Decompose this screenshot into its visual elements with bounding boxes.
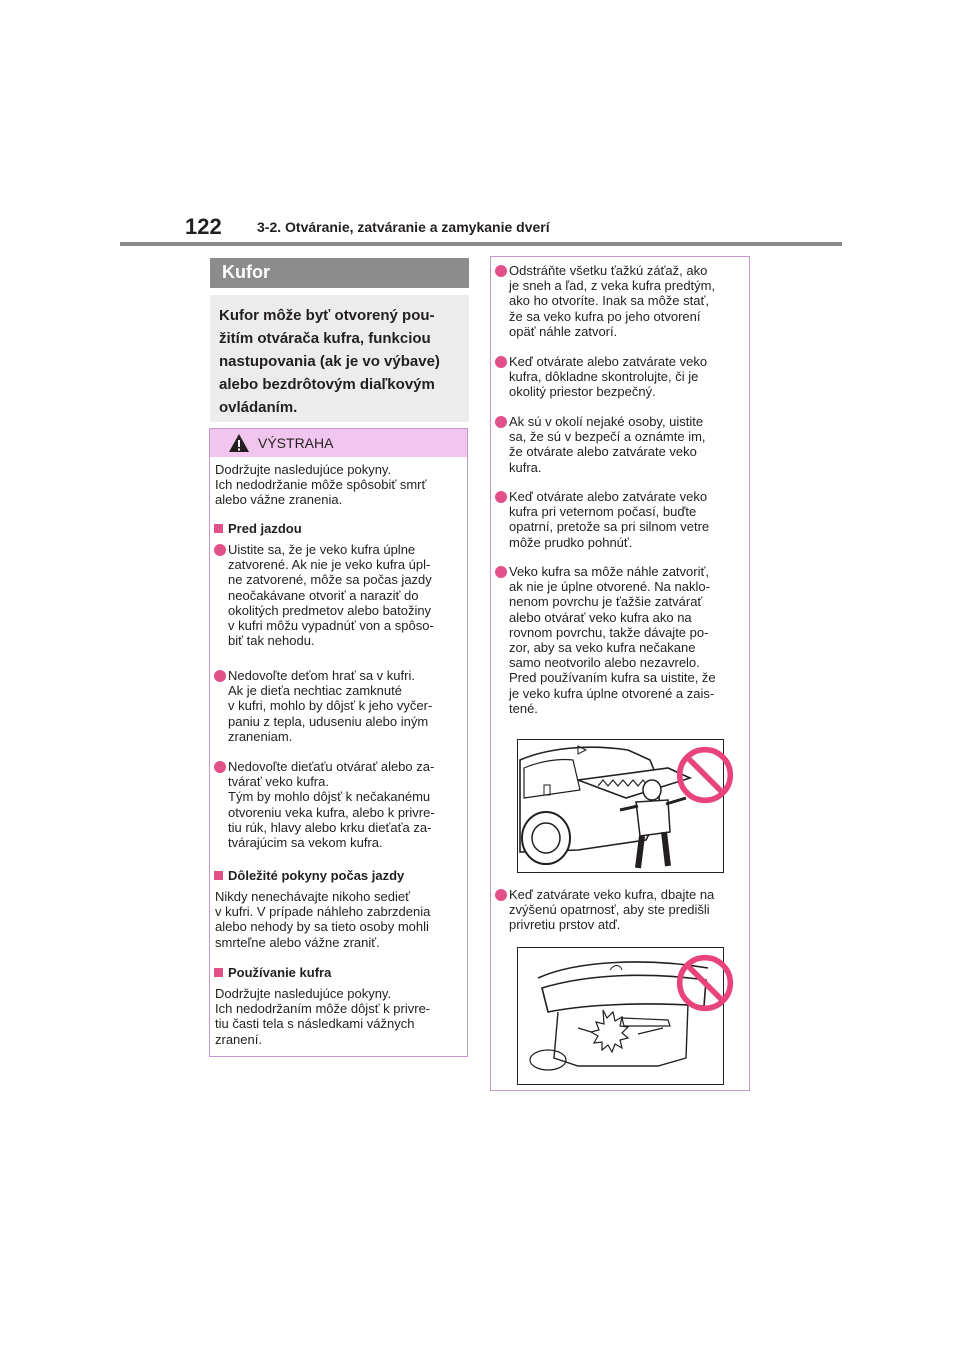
text-line: Ak sú v okolí nejaké osoby, uistite [509,414,704,429]
heading-label: Používanie kufra [228,965,332,980]
text-line: paniu z tepla, uduseniu alebo iným [228,713,429,729]
intro-line: žitím otvárača kufra, funkciou [219,330,431,347]
heading-label: Pred jazdou [228,521,302,536]
text-line: biť tak nehodu. [228,633,315,649]
bullet-text [228,542,434,648]
intro-line: ovládaním. [219,399,298,416]
warning-box [209,428,468,1057]
text-line: Ak je dieťa nechtiac zamknuté [228,683,402,699]
text-line: Tým by mohlo dôjsť k nečakanému [228,789,431,805]
intro-text [219,304,464,419]
bullet-dot-icon [495,491,507,503]
intro-line: alebo bezdrôtovým diaľkovým [219,376,435,393]
text-line: kufra. [509,459,542,475]
warning-triangle-icon [228,433,250,453]
text-line: alebo vážne zranenia. [215,492,343,508]
text-line: smrteľne alebo vážne zraniť. [215,934,380,950]
text-line: je veko kufra úplne otvorené a zais- [509,685,715,701]
text-line: ako ho otvoríte. Inak sa môže stať, [509,293,709,309]
text-line: tiu rúk, hlavy alebo krku dieťaťa za- [228,819,432,835]
intro-line: Kufor môže byť otvorený pou- [219,307,435,324]
using-trunk-text [215,986,430,1047]
bullet-text [228,759,435,850]
text-line: zatvorené. Ak nie je veko kufra úpl- [228,557,431,573]
text-line: Nedovoľte deťom hrať sa v kufri. [228,668,415,683]
bullet-dot-icon [495,566,507,578]
bullet-text [509,354,707,400]
bullet-dot-icon [495,265,507,277]
intro-line: nastupovania (ak je vo výbave) [219,353,440,370]
bullet-dot-icon [495,416,507,428]
text-line: Nikdy nenechávajte nikoho sedieť [215,889,410,904]
text-line: Uistite sa, že je veko kufra úplne [228,542,416,557]
text-line: ne zatvorené, môže sa počas jazdy [228,572,432,588]
text-line: samo neotvorilo alebo nezavrelo. [509,655,700,671]
text-line: rovnom povrchu, takže dávajte po- [509,624,709,640]
bullet-dot-icon [495,889,507,901]
prohibition-icon [675,745,735,805]
bullet-dot-icon [495,356,507,368]
section-title: Kufor [222,262,270,282]
before-driving-heading [214,521,302,536]
text-line: zranení. [215,1031,262,1047]
text-line: môže prudko pohnúť. [509,534,633,550]
bullet-dot-icon [214,544,226,556]
bullet-text [509,489,709,550]
text-line: Ich nedodržaním môže dôjsť k privre- [215,1001,431,1017]
text-line: kufra, dôkladne skontrolujte, či je [509,369,699,385]
text-line: Nedovoľte dieťaťu otvárať alebo za- [228,759,435,774]
warning-header [210,429,467,457]
right-warning-box [490,256,750,1091]
text-line: opatrní, pretože sa pri silnom vetre [509,519,710,535]
using-trunk-heading [214,965,331,980]
text-line: Veko kufra sa môže náhle zatvoriť, [509,564,709,579]
text-line: tené. [509,700,538,716]
prohibition-icon [675,953,735,1013]
text-line: tvárať veko kufra. [228,774,329,790]
square-bullet-icon [214,871,223,880]
text-line: zraneniam. [228,728,293,744]
text-line: okolitých predmetov alebo batožiny [228,602,432,618]
text-line: že otvárate alebo zatvárate veko [509,444,697,460]
bullet-dot-icon [214,670,226,682]
text-line: alebo otvárať veko kufra ako na [509,609,692,625]
warning-title: VÝSTRAHA [258,435,334,451]
text-line: zvýšenú opatrnosť, aby ste predišli [509,902,710,918]
bullet-text [509,887,714,933]
text-line: okolitý priestor bezpečný. [509,384,656,400]
text-line: kufra pri veternom počasí, buďte [509,504,697,520]
text-line: v kufri. V prípade náhleho zabrzdenia [215,904,431,920]
text-line: otvoreniu veka kufra, alebo k privre- [228,804,435,820]
text-line: v kufri, mohlo by dôjsť k jeho vyčer- [228,698,433,714]
text-line: Dodržujte nasledujúce pokyny. [215,986,392,1001]
warning-intro [215,462,426,508]
important-driving-heading [214,868,404,883]
text-line: nenom povrchu je ťažšie zatvárať [509,594,703,610]
heading-label: Dôležité pokyny počas jazdy [228,868,405,883]
text-line: v kufri môžu vypadnúť von a spôso- [228,618,434,634]
chapter-title: 3-2. Otváranie, zatváranie a zamykanie dverí [257,219,550,235]
bullet-text [228,668,432,744]
text-line: Keď otvárate alebo zatvárate veko [509,489,708,504]
text-line: Dodržujte nasledujúce pokyny. [215,462,392,477]
text-line: opäť náhle zatvorí. [509,323,618,339]
bullet-text [509,414,706,475]
bullet-text [509,564,716,716]
text-line: že sa veko kufra po jeho otvorení [509,308,701,324]
header-rule [120,242,842,246]
text-line: je sneh a ľad, z veka kufra predtým, [509,278,716,294]
square-bullet-icon [214,524,223,533]
page-number: 122 [185,214,222,239]
important-driving-text [215,889,430,950]
text-line: alebo nehody by sa tieto osoby mohli [215,919,429,935]
square-bullet-icon [214,968,223,977]
text-line: tvárajúcim sa vekom kufra. [228,835,383,851]
text-line: Odstráňte všetku ťažkú záťaž, ako [509,263,708,278]
text-line: privretiu prstov atď. [509,917,621,933]
text-line: ak nie je úplne otvorené. Na naklo- [509,579,710,595]
bullet-text [509,263,715,339]
section-title-bar [210,258,469,288]
intro-box [210,295,469,422]
text-line: tiu časti tela s následkami vážnych [215,1016,415,1032]
text-line: sa, že sú v bezpečí a oznámte im, [509,429,706,445]
text-line: Pred používaním kufra sa uistite, že [509,670,716,686]
text-line: Keď otvárate alebo zatvárate veko [509,354,708,369]
text-line: neočakávane otvoriť a naraziť do [228,587,419,603]
text-line: Keď zatvárate veko kufra, dbajte na [509,887,715,902]
text-line: Ich nedodržanie môže spôsobiť smrť [215,477,427,493]
text-line: zor, aby sa veko kufra nečakane [509,640,696,656]
bullet-dot-icon [214,761,226,773]
